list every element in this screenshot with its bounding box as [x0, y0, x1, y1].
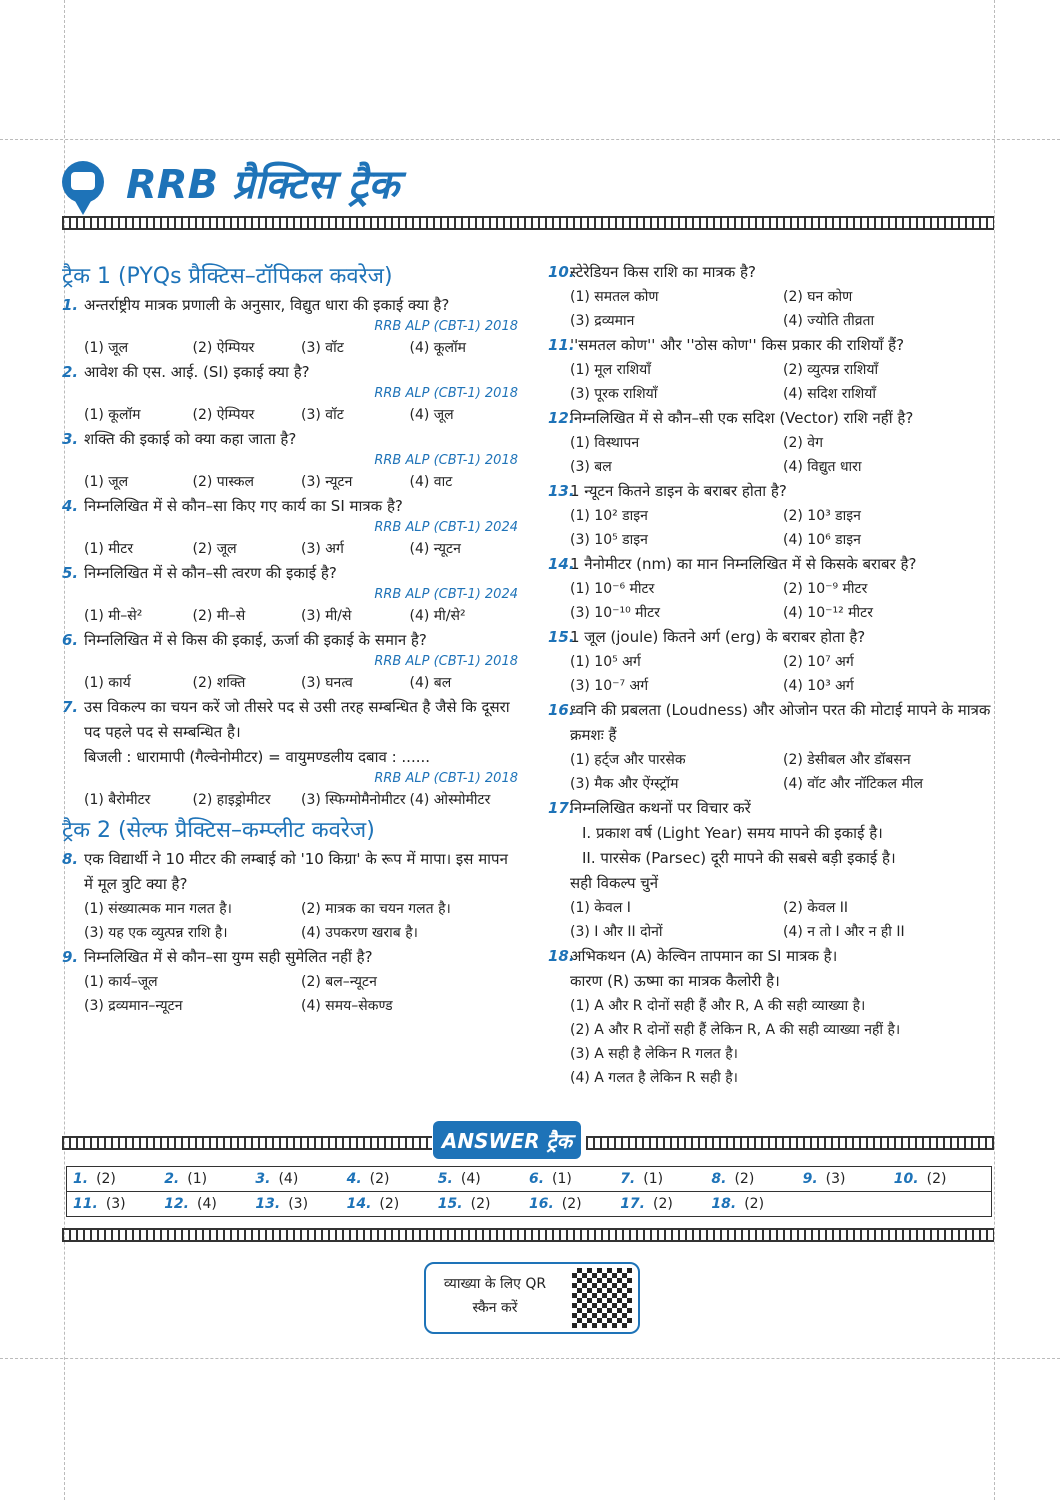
options: [62, 671, 518, 695]
answer-cell: [620, 1171, 711, 1187]
question-block: [62, 695, 518, 812]
answer-number: 10.: [893, 1171, 919, 1187]
source-tag: RRB ALP (CBT-1) 2024: [374, 520, 518, 535]
option: (4) उपकरण खराब है।: [301, 925, 418, 941]
option: (3) न्यूटन: [301, 474, 353, 490]
answer-number: 8.: [711, 1171, 727, 1187]
question-analogy: बिजली : धारामापी (गैल्वेनोमीटर) = वायुमण्डलीय दबाव : ......: [84, 748, 431, 766]
question-block: [548, 260, 996, 333]
answer-number: 13.: [255, 1196, 281, 1212]
option: (1) A और R दोनों सही हैं और R, A की सही व्याख्या है।: [570, 998, 866, 1014]
crop-line: [0, 139, 1060, 140]
question-number: 14.: [548, 555, 575, 573]
statement: II. पारसेक (Parsec) दूरी मापने की सबसे बड़ी इकाई है।: [582, 849, 896, 867]
options: [548, 285, 996, 333]
answer-cell: [164, 1171, 255, 1187]
question-block: [548, 406, 996, 479]
option: (1) जूल: [84, 340, 129, 356]
question-number: 16.: [548, 701, 575, 719]
answer-number: 11.: [73, 1196, 98, 1212]
page-title: RRB प्रैक्टिस ट्रैक: [126, 161, 399, 208]
source-tag: RRB ALP (CBT-1) 2018: [374, 319, 518, 334]
answer-number: 6.: [528, 1171, 545, 1187]
answer-cell: [73, 1171, 164, 1187]
question-body: आवेश की एस. आई. (SI) इकाई क्या है?: [84, 363, 310, 381]
answer-value: (1): [187, 1171, 208, 1187]
source-tag: RRB ALP (CBT-1) 2024: [374, 587, 518, 602]
answer-value: (4): [460, 1171, 481, 1187]
option: (3) यह एक व्युत्पन्न राशि है।: [84, 925, 228, 941]
question-text: [548, 698, 996, 748]
question-body: अभिकथन (A) केल्विन तापमान का SI मात्रक है।: [570, 947, 838, 965]
answer-cell: [255, 1171, 346, 1187]
option: (4) A गलत है लेकिन R सही है।: [570, 1070, 738, 1086]
qr-code-icon[interactable]: [572, 1268, 632, 1328]
option: (3) 10⁻¹⁰ मीटर: [570, 605, 660, 621]
option: (1) कार्य: [84, 675, 131, 691]
question-text: [548, 796, 996, 821]
option: (4) समय–सेकण्ड: [301, 998, 393, 1014]
source-tag: RRB ALP (CBT-1) 2018: [374, 654, 518, 669]
question-text: [62, 847, 518, 897]
answer-number: 5.: [437, 1171, 453, 1187]
options: [62, 403, 518, 427]
options: [548, 650, 996, 698]
crop-line: [0, 1358, 1060, 1359]
answer-value: (4): [278, 1171, 299, 1187]
question-body: ध्वनि की प्रबलता (Loudness) और ओजोन परत की मोटाई मापने के मात्रक क्रमशः हैं: [570, 701, 991, 744]
question-text: [62, 360, 518, 385]
answer-number: 16.: [528, 1196, 554, 1212]
answer-value: (2): [470, 1196, 491, 1212]
answer-cell: [711, 1171, 802, 1187]
answer-cell: [347, 1196, 438, 1212]
options: [62, 537, 518, 561]
question-text: [62, 695, 518, 745]
option: (4) वॉट और नॉटिकल मील: [783, 776, 923, 792]
options: [548, 748, 996, 796]
option: (1) संख्यात्मक मान गलत है।: [84, 901, 232, 917]
option: (2) बल–न्यूटन: [301, 974, 377, 990]
question-number: 11.: [548, 336, 575, 354]
option: (3) द्रव्यमान: [570, 313, 635, 329]
answer-number: 15.: [437, 1196, 463, 1212]
question-text: [548, 944, 996, 969]
page-header: [62, 152, 399, 212]
qr-caption: व्याख्या के लिए QR स्कैन करें: [443, 1276, 547, 1316]
question-body: निम्नलिखित में से कौन–सा युग्म सही सुमेलित नहीं है?: [84, 948, 373, 966]
question-block: [62, 360, 518, 427]
option: (3) बल: [570, 459, 612, 475]
option: (4) बल: [409, 675, 452, 691]
question-text: [62, 628, 518, 653]
option: (1) मी–से²: [84, 608, 143, 624]
question-text: [548, 333, 996, 358]
track1-title: ट्रैक 1 (PYQs प्रैक्टिस–टॉपिकल कवरेज): [62, 264, 393, 289]
options: [62, 970, 518, 1018]
option: (2) पास्कल: [192, 474, 255, 490]
question-number: 1.: [62, 296, 79, 314]
option: (3) वॉट: [301, 340, 344, 356]
options: [548, 896, 996, 944]
option: (1) जूल: [84, 474, 129, 490]
option: (1) हर्ट्ज और पारसेक: [570, 752, 686, 768]
question-text: [62, 494, 518, 519]
answer-cell: [438, 1171, 529, 1187]
answer-value: (3): [105, 1196, 126, 1212]
train-pin-icon: [62, 161, 104, 203]
answer-cell: [347, 1171, 438, 1187]
option: (4) 10⁻¹² मीटर: [783, 605, 873, 621]
option: (2) हाइड्रोमीटर: [192, 792, 271, 808]
answer-cell: [711, 1196, 802, 1212]
option: (2) केवल II: [783, 900, 849, 916]
option: (1) विस्थापन: [570, 435, 640, 451]
answer-number: 7.: [620, 1171, 636, 1187]
answer-cell: [164, 1196, 255, 1212]
option: (3) स्फिग्मोमैनोमीटर: [301, 792, 406, 808]
options: [548, 994, 996, 1090]
option: (1) कूलॉम: [84, 407, 141, 423]
option: (4) 10³ अर्ग: [783, 678, 854, 694]
question-text: [62, 945, 518, 970]
answer-track-badge: ANSWER ट्रैक: [433, 1121, 581, 1159]
options: [548, 358, 996, 406]
option: (4) ज्योति तीव्रता: [783, 313, 875, 329]
question-text: [62, 293, 518, 318]
option: (2) 10⁷ अर्ग: [783, 654, 854, 670]
option: (2) शक्ति: [192, 675, 246, 691]
answer-number: 18.: [711, 1196, 737, 1212]
question-block: [548, 944, 996, 1090]
question-number: 12.: [548, 409, 575, 427]
question-number: 3.: [62, 430, 79, 448]
option: (4) वाट: [409, 474, 453, 490]
question-body: 1 न्यूटन कितने डाइन के बराबर होता है?: [570, 482, 787, 500]
option: (4) सदिश राशियाँ: [783, 386, 877, 402]
question-number: 6.: [62, 631, 79, 649]
question-block: [548, 479, 996, 552]
option: (3) 10⁻⁷ अर्ग: [570, 678, 649, 694]
answer-number: 2.: [164, 1171, 180, 1187]
answer-value: (2): [734, 1171, 755, 1187]
question-body: निम्नलिखित में से कौन–सा किए गए कार्य का SI मात्रक है?: [84, 497, 403, 515]
question-body: ''समतल कोण'' और ''ठोस कोण'' किस प्रकार की राशियाँ हैं?: [570, 336, 905, 354]
answer-value: (2): [653, 1196, 673, 1212]
question-body: 1 नैनोमीटर (nm) का मान निम्नलिखित में से किसके बराबर है?: [570, 555, 917, 573]
answer-number: 3.: [255, 1171, 271, 1187]
option: (1) मीटर: [84, 541, 134, 557]
question-body: उस विकल्प का चयन करें जो तीसरे पद से उसी तरह सम्बन्धित है जैसे कि दूसरा पद पहले पद से सम्बन्धित है।: [84, 698, 510, 741]
statement: I. प्रकाश वर्ष (Light Year) समय मापने की इकाई है।: [582, 824, 883, 842]
question-block: [548, 698, 996, 796]
answer-value: (2): [926, 1171, 947, 1187]
option: (4) कूलॉम: [409, 340, 467, 356]
question-text: [548, 552, 996, 577]
option: (3) द्रव्यमान–न्यूटन: [84, 998, 183, 1014]
source-tag: RRB ALP (CBT-1) 2018: [374, 453, 518, 468]
option: (1) केवल I: [570, 900, 631, 916]
option: (3) पूरक राशियाँ: [570, 386, 658, 402]
option: (3) A सही है लेकिन R गलत है।: [570, 1046, 738, 1062]
answer-cell: [73, 1196, 164, 1212]
source-tag: RRB ALP (CBT-1) 2018: [374, 771, 518, 786]
answer-value: (1): [643, 1171, 664, 1187]
question-block: [548, 552, 996, 625]
option: (2) व्युत्पन्न राशियाँ: [783, 362, 879, 378]
track2-title: ट्रैक 2 (सेल्फ प्रैक्टिस–कम्प्लीट कवरेज): [62, 818, 375, 843]
options: [62, 336, 518, 360]
option: (2) ऐम्पियर: [192, 340, 255, 356]
answer-value: (1): [552, 1171, 572, 1187]
option: (3) मी/से: [301, 608, 352, 624]
answer-cell: [620, 1196, 711, 1212]
question-body: स्टेरेडियन किस राशि का मात्रक है?: [570, 263, 756, 281]
option: (2) मी–से: [192, 608, 246, 624]
answer-value: (3): [825, 1171, 846, 1187]
option: (1) 10² डाइन: [570, 508, 648, 524]
options: [548, 504, 996, 552]
answer-cell: [438, 1196, 529, 1212]
left-column: [62, 258, 518, 1018]
source-tag: RRB ALP (CBT-1) 2018: [374, 386, 518, 401]
option: (3) अर्ग: [301, 541, 344, 557]
question-block: [62, 847, 518, 945]
question-text: [62, 427, 518, 452]
answer-value: (2): [96, 1171, 116, 1187]
answer-value: (2): [379, 1196, 400, 1212]
options: [62, 897, 518, 945]
question-text: [548, 406, 996, 431]
answer-value: (2): [744, 1196, 765, 1212]
option: (4) विद्युत धारा: [783, 459, 862, 475]
question-block: [62, 494, 518, 561]
answer-table: [66, 1166, 992, 1217]
option: (4) मी/से²: [409, 608, 466, 624]
question-block: [62, 293, 518, 360]
question-text: [548, 479, 996, 504]
rail-divider: [62, 1136, 432, 1150]
question-prompt: सही विकल्प चुनें: [570, 874, 659, 892]
question-block: [548, 333, 996, 406]
question-body: एक विद्यार्थी ने 10 मीटर की लम्बाई को '10 किग्रा' के रूप में मापा। इस मापन में मूल त्रुटि क्या है?: [84, 850, 508, 893]
answer-cell: [529, 1171, 620, 1187]
option: (4) ओस्मोमीटर: [409, 792, 491, 808]
question-body: निम्नलिखित में से कौन–सी त्वरण की इकाई है?: [84, 564, 337, 582]
option: (3) 10⁵ डाइन: [570, 532, 648, 548]
option: (1) समतल कोण: [570, 289, 659, 305]
option: (2) 10³ डाइन: [783, 508, 861, 524]
question-body: 1 जूल (joule) कितने अर्ग (erg) के बराबर होता है?: [570, 628, 866, 646]
answer-number: 1.: [73, 1171, 89, 1187]
options: [62, 470, 518, 494]
question-number: 2.: [62, 363, 79, 381]
answer-value: (2): [561, 1196, 582, 1212]
option: (3) वॉट: [301, 407, 344, 423]
option: (4) न तो I और न ही II: [783, 924, 905, 940]
answer-cell: [529, 1196, 620, 1212]
option: (2) जूल: [192, 541, 237, 557]
options: [548, 577, 996, 625]
option: (4) 10⁶ डाइन: [783, 532, 861, 548]
option: (1) मूल राशियाँ: [570, 362, 651, 378]
answer-value: (2): [369, 1171, 390, 1187]
answer-number: 9.: [802, 1171, 818, 1187]
option: (1) 10⁵ अर्ग: [570, 654, 641, 670]
rail-divider: [62, 1228, 994, 1242]
option: (3) घनत्व: [301, 675, 353, 691]
question-number: 17.: [548, 799, 575, 817]
option: (4) न्यूटन: [409, 541, 461, 557]
answer-number: 17.: [620, 1196, 645, 1212]
question-text: [548, 625, 996, 650]
options: [62, 604, 518, 628]
option: (2) मात्रक का चयन गलत है।: [301, 901, 451, 917]
question-body: निम्नलिखित में से कौन–सी एक सदिश (Vector) राशि नहीं है?: [570, 409, 914, 427]
question-body: शक्ति की इकाई को क्या कहा जाता है?: [84, 430, 297, 448]
question-block: [62, 945, 518, 1018]
option: (2) वेग: [783, 435, 823, 451]
question-number: 5.: [62, 564, 79, 582]
answer-cell: [803, 1171, 894, 1187]
question-number: 4.: [62, 497, 79, 515]
rail-divider: [62, 216, 994, 230]
right-column: [548, 260, 996, 1090]
answer-number: 12.: [164, 1196, 189, 1212]
answer-number: 14.: [346, 1196, 372, 1212]
option: (1) बैरोमीटर: [84, 792, 151, 808]
rail-divider: [586, 1136, 994, 1150]
option: (2) A और R दोनों सही हैं लेकिन R, A की सही व्याख्या नहीं है।: [570, 1022, 901, 1038]
options: [548, 431, 996, 479]
option: (2) डेसीबल और डॉबसन: [783, 752, 911, 768]
option: (2) घन कोण: [783, 289, 853, 305]
question-block: [62, 561, 518, 628]
answer-cell: [894, 1171, 985, 1187]
question-number: 9.: [62, 948, 79, 966]
option: (1) कार्य–जूल: [84, 974, 158, 990]
question-number: 13.: [548, 482, 575, 500]
question-block: [62, 628, 518, 695]
question-body: निम्नलिखित में से किस की इकाई, ऊर्जा की इकाई के समान है?: [84, 631, 427, 649]
option: (3) मैक और ऐंग्स्ट्रॉम: [570, 776, 679, 792]
option: (1) 10⁻⁶ मीटर: [570, 581, 655, 597]
question-number: 18.: [548, 947, 575, 965]
answer-cell: [255, 1196, 346, 1212]
question-number: 10.: [548, 263, 575, 281]
qr-section[interactable]: [424, 1262, 640, 1334]
question-text: [548, 260, 996, 285]
question-number: 15.: [548, 628, 575, 646]
question-number: 8.: [62, 850, 79, 868]
answer-number: 4.: [346, 1171, 362, 1187]
question-block: [548, 796, 996, 944]
question-number: 7.: [62, 698, 79, 716]
question-reason: कारण (R) ऊष्मा का मात्रक कैलोरी है।: [570, 972, 780, 990]
question-text: [62, 561, 518, 586]
options: [62, 788, 518, 812]
option: (2) ऐम्पियर: [192, 407, 255, 423]
question-block: [548, 625, 996, 698]
option: (2) 10⁻⁹ मीटर: [783, 581, 868, 597]
answer-value: (3): [288, 1196, 309, 1212]
question-body: निम्नलिखित कथनों पर विचार करें: [570, 799, 751, 817]
answer-value: (4): [197, 1196, 217, 1212]
option: (3) I और II दोनों: [570, 924, 663, 940]
question-body: अन्तर्राष्ट्रीय मात्रक प्रणाली के अनुसार, विद्युत धारा की इकाई क्या है?: [84, 296, 450, 314]
question-block: [62, 427, 518, 494]
option: (4) जूल: [409, 407, 454, 423]
